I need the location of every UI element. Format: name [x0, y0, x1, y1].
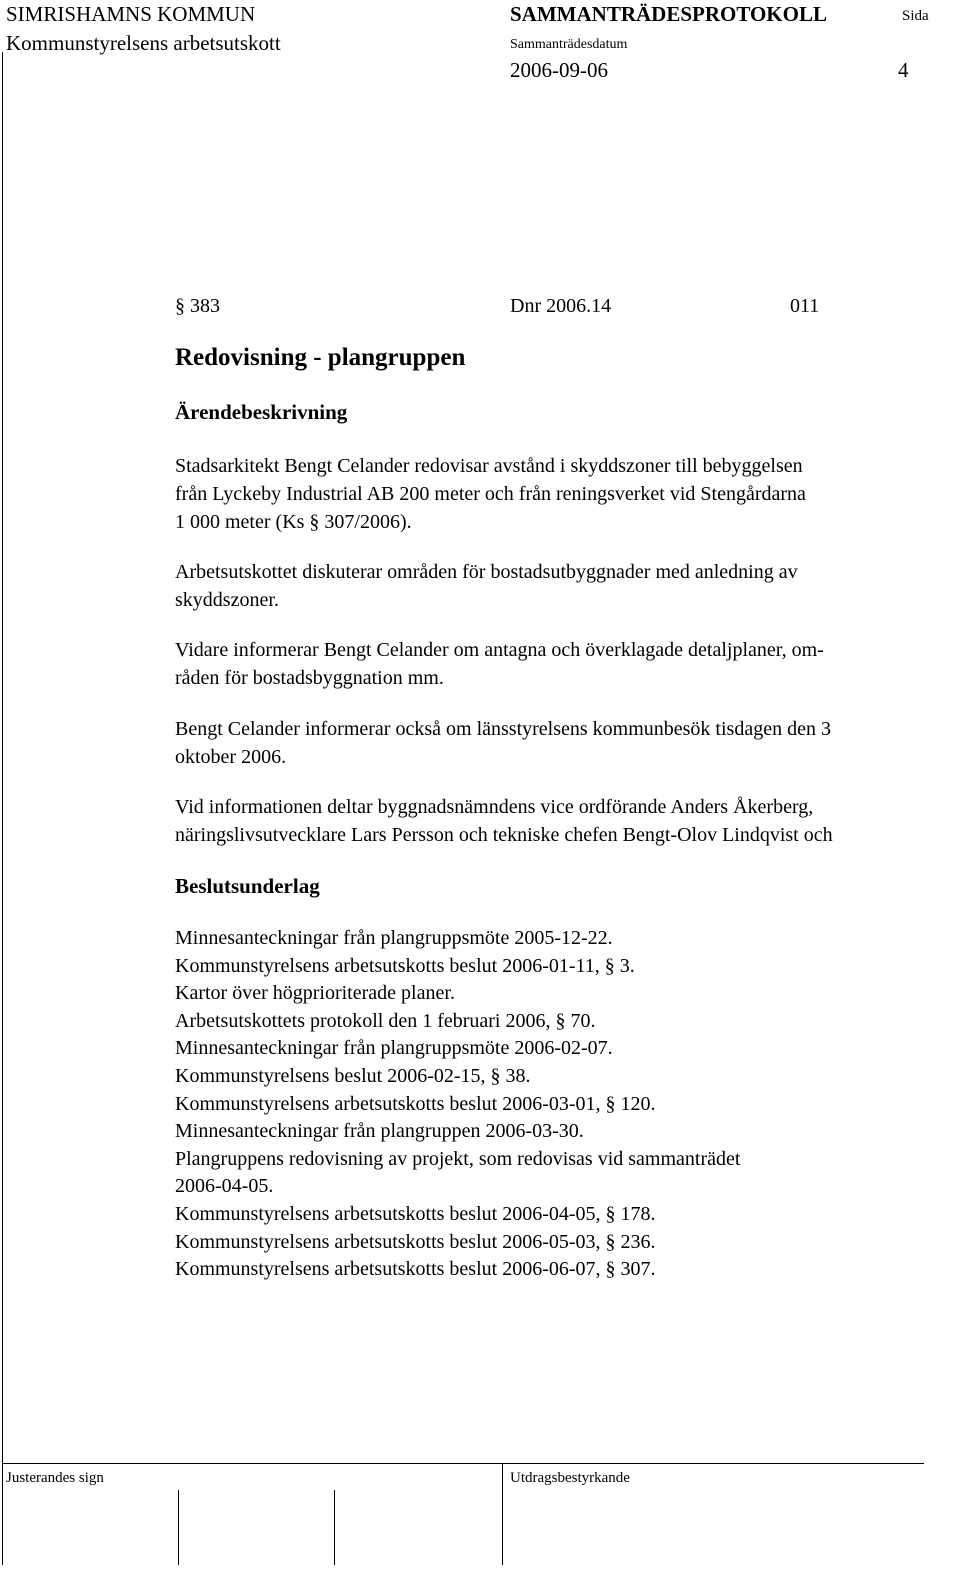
signature-box-divider: [502, 1463, 503, 1565]
description-paragraph-3: Vidare informerar Bengt Celander om antagna och överklagade detaljplaner, om- råden för bostadsbyggnation mm.: [175, 639, 824, 689]
list-item: Kartor över högprioriterade planer.: [175, 982, 455, 1005]
paragraph-number: § 383: [175, 295, 220, 317]
list-item: Kommunstyrelsens arbetsutskotts beslut 2006-04-05, § 178.: [175, 1202, 656, 1225]
description-paragraph-5: Vid informationen deltar byggnadsnämndens vice ordförande Anders Åkerberg, näringslivsutvecklare Lars Persson och tekniske chefen Bengt-Olov Lindqvist och: [175, 796, 833, 846]
description-paragraph-1: Stadsarkitekt Bengt Celander redovisar avstånd i skyddszoner till bebyggelsen från Lyckeby Industrial AB 200 meter och från reningsverket vid Stengårdarna 1 000 meter (Ks § 307/2006).: [175, 455, 806, 533]
footer-rule: [2, 1463, 924, 1464]
description-paragraph-2: Arbetsutskottet diskuterar områden för bostadsutbyggnader med anledning av skyddszoner.: [175, 561, 798, 611]
signature-box-divider: [178, 1490, 179, 1565]
list-item: Kommunstyrelsens beslut 2006-02-15, § 38.: [175, 1064, 531, 1087]
page-label: Sida: [902, 8, 929, 24]
date-label: Sammanträdesdatum: [510, 37, 628, 52]
item-title: Redovisning - plangruppen: [175, 344, 466, 371]
signature-box-divider: [334, 1490, 335, 1565]
description-paragraph-4: Bengt Celander informerar också om länsstyrelsens kommunbesök tisdagen den 3 oktober 2006.: [175, 718, 831, 768]
signature-label: Justerandes sign: [6, 1470, 104, 1486]
list-item: Kommunstyrelsens arbetsutskotts beslut 2006-03-01, § 120.: [175, 1092, 656, 1115]
list-item: Kommunstyrelsens arbetsutskotts beslut 2006-05-03, § 236.: [175, 1230, 656, 1253]
decision-basis-heading: Beslutsunderlag: [175, 874, 320, 898]
page-number: 4: [898, 58, 909, 82]
list-item: 2006-04-05.: [175, 1175, 274, 1198]
committee-name: Kommunstyrelsens arbetsutskott: [6, 31, 281, 55]
list-item: Minnesanteckningar från plangruppsmöte 2005-12-22.: [175, 927, 613, 949]
list-item: Kommunstyrelsens arbetsutskotts beslut 2006-06-07, § 307.: [175, 1258, 656, 1281]
left-margin-rule: [2, 52, 3, 1464]
org-name: SIMRISHAMNS KOMMUN: [6, 2, 256, 26]
meeting-date: 2006-09-06: [510, 58, 608, 82]
document-type: SAMMANTRÄDESPROTOKOLL: [510, 2, 827, 26]
description-heading: Ärendebeskrivning: [175, 400, 348, 424]
list-item: Kommunstyrelsens arbetsutskotts beslut 2006-01-11, § 3.: [175, 954, 635, 977]
list-item: Arbetsutskottets protokoll den 1 februari 2006, § 70.: [175, 1009, 596, 1032]
list-item: Minnesanteckningar från plangruppsmöte 2006-02-07.: [175, 1037, 613, 1060]
item-code: 011: [790, 295, 820, 317]
footer-left-rule: [2, 1463, 3, 1565]
decision-basis-list: [175, 925, 740, 1284]
certification-label: Utdragsbestyrkande: [510, 1470, 630, 1486]
diary-number: Dnr 2006.14: [510, 295, 612, 317]
list-item: Plangruppens redovisning av projekt, som redovisas vid sammanträdet: [175, 1147, 741, 1170]
list-item: Minnesanteckningar från plangruppen 2006-03-30.: [175, 1120, 584, 1143]
